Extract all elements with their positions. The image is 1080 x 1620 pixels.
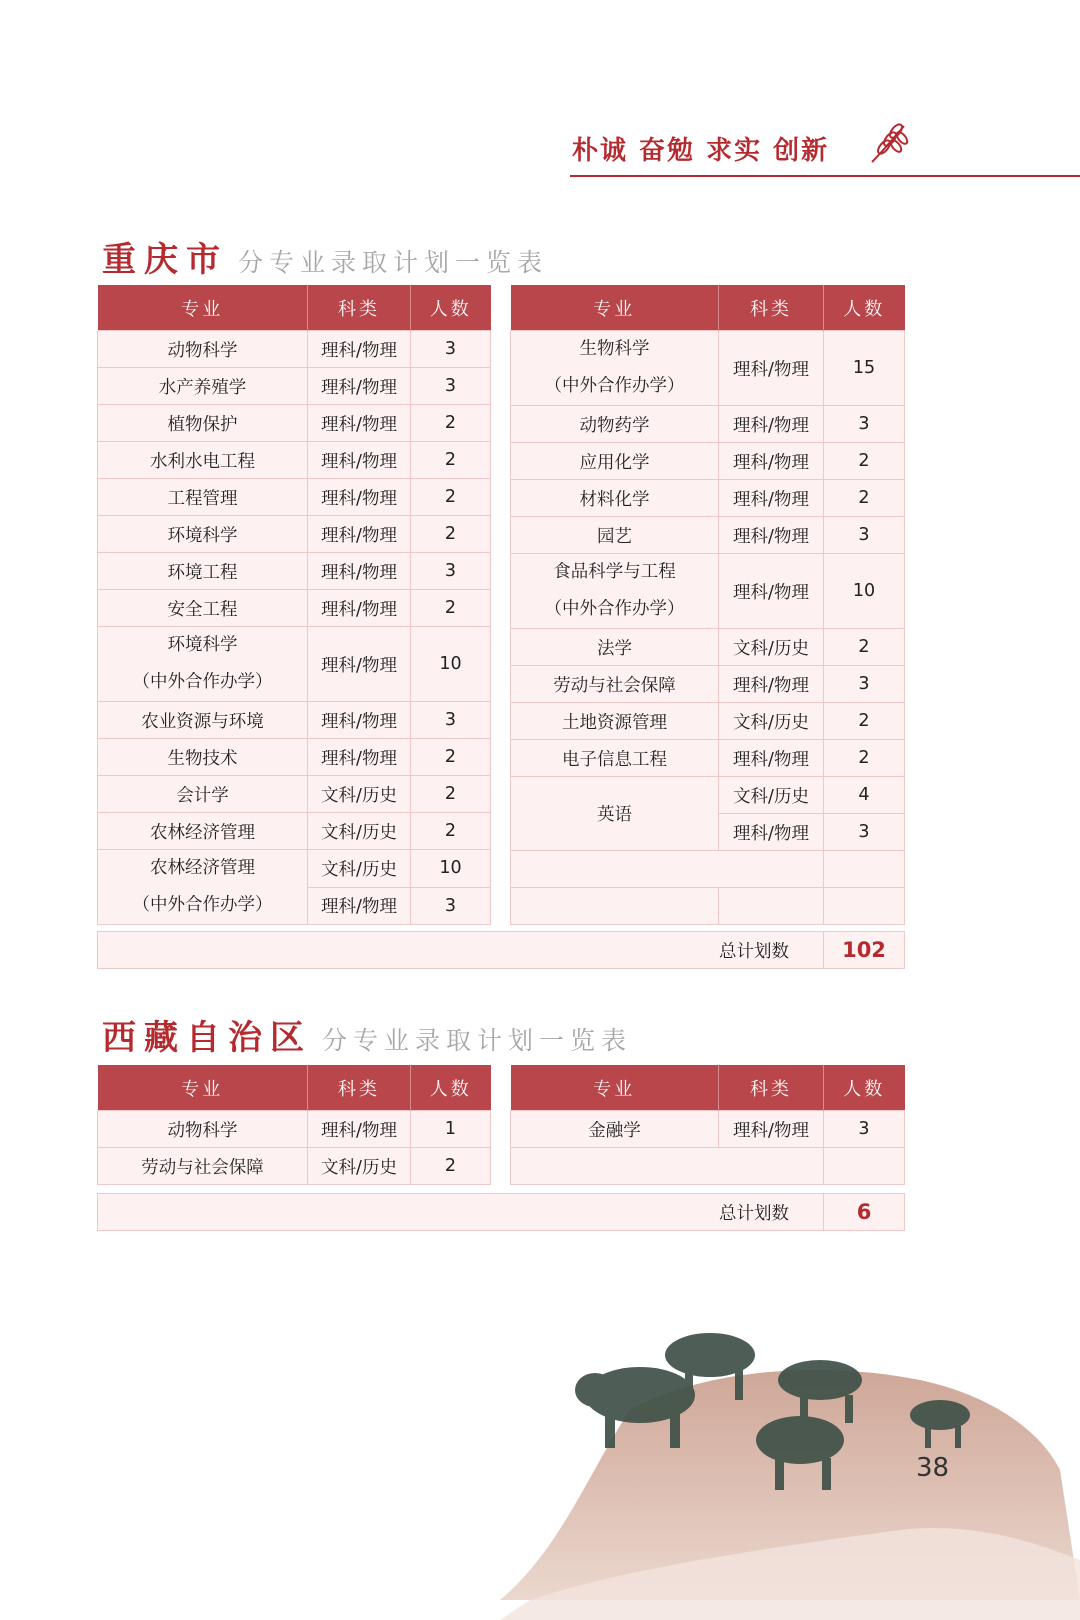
table-row (98, 776, 491, 813)
table-row (98, 1111, 491, 1148)
major-cell: 农业资源与环境 (98, 702, 308, 739)
column-header-category: 科类 (719, 1065, 824, 1111)
major-cell: 金融学 (511, 1111, 719, 1148)
count-cell: 2 (824, 703, 905, 740)
category-cell: 理科/物理 (719, 666, 824, 703)
category-cell: 理科/物理 (308, 368, 411, 405)
count-cell: 10 (411, 627, 491, 702)
category-cell: 理科/物理 (308, 331, 411, 368)
table-row (511, 740, 905, 777)
major-note: （中外合作办学） (132, 672, 273, 692)
major-cell (98, 627, 308, 702)
table-row (98, 442, 491, 479)
category-cell: 理科/物理 (719, 406, 824, 443)
table-row (98, 479, 491, 516)
page-number: 38 (916, 1453, 950, 1483)
count-cell: 10 (411, 850, 491, 888)
count-cell: 3 (411, 553, 491, 590)
column-header-major: 专业 (98, 1065, 308, 1111)
tibet-title: 西藏自治区 (102, 1018, 312, 1058)
table-row (98, 1148, 491, 1185)
major-cell: 环境科学 (98, 516, 308, 553)
major-cell (511, 554, 719, 629)
category-cell: 文科/历史 (308, 776, 411, 813)
empty-cell (824, 888, 905, 925)
table-row (98, 590, 491, 627)
count-cell: 3 (824, 1111, 905, 1148)
major-name: 生物科学 (579, 339, 650, 359)
category-cell: 理科/物理 (308, 553, 411, 590)
major-cell: 英语 (511, 777, 719, 851)
category-cell: 理科/物理 (308, 590, 411, 627)
count-cell: 3 (824, 406, 905, 443)
major-cell: 动物科学 (98, 331, 308, 368)
major-cell: 法学 (511, 629, 719, 666)
major-cell: 生物技术 (98, 739, 308, 776)
count-cell: 2 (411, 1148, 491, 1185)
category-cell: 理科/物理 (308, 479, 411, 516)
major-cell: 劳动与社会保障 (511, 666, 719, 703)
count-cell: 2 (824, 480, 905, 517)
column-header-major: 专业 (98, 285, 308, 331)
category-cell: 理科/物理 (308, 887, 411, 925)
column-header-count: 人数 (824, 285, 905, 331)
table-row (98, 368, 491, 405)
category-cell: 文科/历史 (308, 1148, 411, 1185)
bull-sculpture-illustration (500, 1300, 1080, 1620)
category-cell: 文科/历史 (308, 850, 411, 888)
category-cell: 理科/物理 (308, 702, 411, 739)
table-row (98, 405, 491, 442)
chongqing-table-left (97, 285, 491, 925)
major-cell: 工程管理 (98, 479, 308, 516)
empty-cell (511, 888, 719, 925)
count-cell: 3 (824, 517, 905, 554)
table-row (511, 554, 905, 629)
category-cell: 理科/物理 (719, 331, 824, 406)
count-cell: 3 (411, 331, 491, 368)
count-cell: 3 (411, 887, 491, 925)
column-header-major: 专业 (511, 285, 719, 331)
chongqing-total-row (97, 931, 905, 969)
count-cell: 3 (411, 368, 491, 405)
tibet-table-left (97, 1065, 491, 1185)
total-value: 6 (824, 1194, 905, 1231)
major-cell: 动物科学 (98, 1111, 308, 1148)
major-note: （中外合作办学） (544, 376, 685, 396)
table-row (511, 629, 905, 666)
category-cell: 理科/物理 (719, 443, 824, 480)
column-header-category: 科类 (308, 1065, 411, 1111)
major-cell: 水利水电工程 (98, 442, 308, 479)
category-cell: 理科/物理 (719, 517, 824, 554)
table-row (98, 850, 491, 888)
category-cell: 理科/物理 (308, 739, 411, 776)
column-header-major: 专业 (511, 1065, 719, 1111)
major-cell: 水产养殖学 (98, 368, 308, 405)
total-label: 总计划数 (98, 932, 824, 969)
total-label: 总计划数 (98, 1194, 824, 1231)
table-row (511, 331, 905, 406)
major-cell (511, 331, 719, 406)
major-name: 农林经济管理 (150, 858, 255, 878)
header-divider (570, 175, 1080, 177)
count-cell: 2 (411, 479, 491, 516)
chongqing-title: 重庆市 (102, 240, 228, 280)
tibet-total-row (97, 1193, 905, 1231)
table-row (98, 813, 491, 850)
major-note: （中外合作办学） (544, 599, 685, 619)
major-cell: 园艺 (511, 517, 719, 554)
school-motto: 朴诚 奋勉 求实 创新 (572, 136, 830, 166)
category-cell: 理科/物理 (308, 516, 411, 553)
tibet-subtitle: 分专业录取计划一览表 (322, 1026, 633, 1055)
empty-cell (511, 851, 824, 888)
category-cell: 理科/物理 (719, 740, 824, 777)
empty-cell (511, 1148, 824, 1185)
major-cell: 会计学 (98, 776, 308, 813)
table-row (511, 480, 905, 517)
major-cell: 材料化学 (511, 480, 719, 517)
chongqing-table-right (510, 285, 905, 925)
column-header-category: 科类 (308, 285, 411, 331)
count-cell: 2 (411, 405, 491, 442)
count-cell: 3 (824, 814, 905, 851)
total-value: 102 (824, 932, 905, 969)
major-name: 环境科学 (167, 635, 238, 655)
table-row (511, 777, 905, 814)
tibet-table-right (510, 1065, 905, 1185)
table-row (511, 443, 905, 480)
count-cell: 2 (824, 443, 905, 480)
major-cell: 劳动与社会保障 (98, 1148, 308, 1185)
chongqing-section-title (102, 232, 548, 281)
table-row (98, 516, 491, 553)
table-row (98, 702, 491, 739)
wheat-leaf-icon (866, 122, 910, 166)
major-cell: 应用化学 (511, 443, 719, 480)
category-cell: 文科/历史 (719, 629, 824, 666)
empty-cell (824, 1148, 905, 1185)
chongqing-subtitle: 分专业录取计划一览表 (238, 248, 549, 277)
category-cell: 理科/物理 (719, 554, 824, 629)
count-cell: 2 (411, 776, 491, 813)
major-cell (98, 850, 308, 925)
empty-row (511, 851, 905, 888)
table-row (511, 703, 905, 740)
count-cell: 1 (411, 1111, 491, 1148)
major-cell: 动物药学 (511, 406, 719, 443)
table-row (511, 517, 905, 554)
major-cell: 植物保护 (98, 405, 308, 442)
category-cell: 理科/物理 (308, 442, 411, 479)
count-cell: 2 (411, 739, 491, 776)
major-cell: 电子信息工程 (511, 740, 719, 777)
count-cell: 2 (411, 442, 491, 479)
count-cell: 3 (411, 702, 491, 739)
major-name: 食品科学与工程 (553, 562, 676, 582)
category-cell: 理科/物理 (719, 1111, 824, 1148)
major-cell: 土地资源管理 (511, 703, 719, 740)
count-cell: 4 (824, 777, 905, 814)
category-cell: 文科/历史 (719, 703, 824, 740)
table-row (98, 739, 491, 776)
category-cell: 理科/物理 (719, 480, 824, 517)
count-cell: 2 (824, 629, 905, 666)
table-row (511, 1111, 905, 1148)
count-cell: 2 (824, 740, 905, 777)
category-cell: 文科/历史 (719, 777, 824, 814)
empty-row (511, 888, 905, 925)
category-cell: 理科/物理 (719, 814, 824, 851)
column-header-count: 人数 (411, 1065, 491, 1111)
tibet-section-title (102, 1010, 632, 1059)
table-row (511, 666, 905, 703)
major-cell: 农林经济管理 (98, 813, 308, 850)
category-cell: 理科/物理 (308, 627, 411, 702)
major-note: （中外合作办学） (132, 895, 273, 915)
column-header-count: 人数 (824, 1065, 905, 1111)
major-cell: 安全工程 (98, 590, 308, 627)
column-header-count: 人数 (411, 285, 491, 331)
category-cell: 文科/历史 (308, 813, 411, 850)
category-cell: 理科/物理 (308, 1111, 411, 1148)
category-cell: 理科/物理 (308, 405, 411, 442)
column-header-category: 科类 (719, 285, 824, 331)
count-cell: 10 (824, 554, 905, 629)
table-row (98, 331, 491, 368)
count-cell: 15 (824, 331, 905, 406)
count-cell: 3 (824, 666, 905, 703)
major-cell: 环境工程 (98, 553, 308, 590)
table-row (98, 627, 491, 702)
empty-row (511, 1148, 905, 1185)
empty-cell (824, 851, 905, 888)
empty-cell (719, 888, 824, 925)
table-row (511, 406, 905, 443)
count-cell: 2 (411, 590, 491, 627)
table-row (98, 553, 491, 590)
count-cell: 2 (411, 813, 491, 850)
count-cell: 2 (411, 516, 491, 553)
